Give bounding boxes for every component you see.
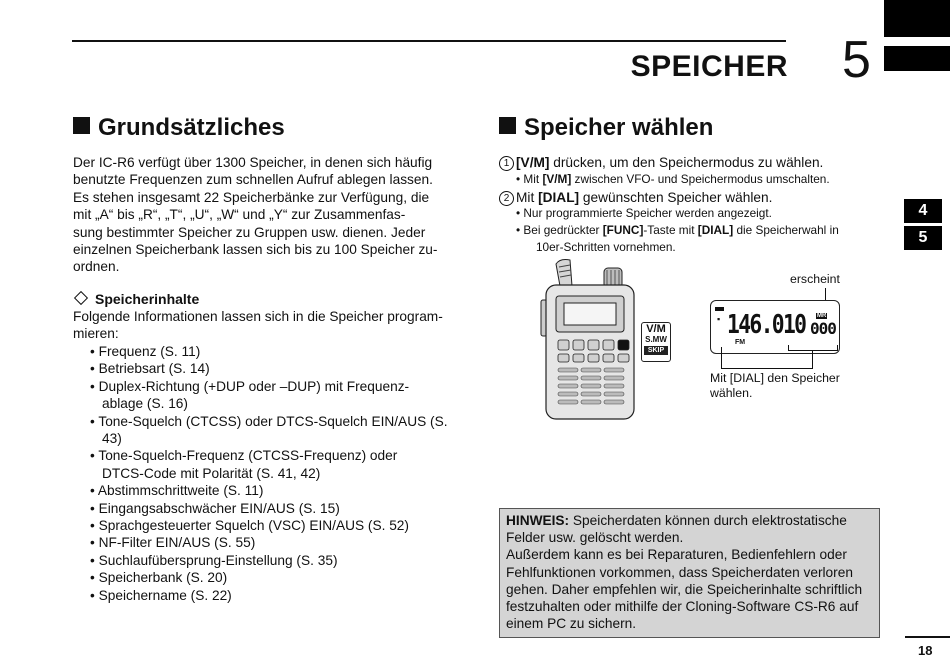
list-item: • NF-Filter EIN/AUS (S. 55) bbox=[90, 535, 256, 551]
key-label: [FUNC] bbox=[602, 223, 644, 237]
text-line: Folgende Informationen lassen sich in die Speicher program- bbox=[73, 309, 443, 324]
caption-line: wählen. bbox=[710, 386, 753, 400]
note-text: -Taste mit bbox=[643, 223, 698, 237]
key-label: [V/M] bbox=[542, 172, 572, 186]
footer-rule bbox=[905, 636, 950, 638]
chapter-number: 5 bbox=[842, 31, 871, 89]
channel-bracket bbox=[788, 345, 838, 351]
step-text: Mit bbox=[516, 190, 539, 205]
hint-line: einem PC zu sichern. bbox=[506, 616, 637, 632]
side-tab-4[interactable]: 4 bbox=[904, 199, 942, 223]
step-text: gewünschten Speicher wählen. bbox=[579, 190, 773, 205]
hint-line: Fehlfunktionen vorkommen, dass Speicherdaten verloren bbox=[506, 564, 853, 580]
leader-line bbox=[721, 347, 722, 369]
list-item: • Eingangsabschwächer EIN/AUS (S. 15) bbox=[90, 500, 340, 516]
list-item: • Betriebsart (S. 14) bbox=[90, 361, 210, 377]
section-heading-select-memory bbox=[499, 114, 713, 142]
lcd-frequency: 146.010 bbox=[727, 310, 806, 340]
hint-line: gehen. Daher empfehlen wir, die Speicherinhalte schriftlich bbox=[506, 581, 863, 597]
square-bullet-icon bbox=[499, 117, 516, 134]
leader-line bbox=[721, 368, 813, 369]
lcd-small-digit: ▪ bbox=[717, 314, 721, 324]
key-label: [DIAL] bbox=[697, 223, 734, 237]
lcd-mode: FM bbox=[735, 339, 746, 346]
radio-illustration bbox=[538, 258, 642, 422]
figure-caption bbox=[710, 371, 840, 401]
section-heading-text: Grundsätzliches bbox=[98, 114, 285, 141]
list-item: • Abstimmschrittweite (S. 11) bbox=[90, 483, 264, 499]
chapter-tab-block bbox=[884, 0, 950, 37]
subsection-intro bbox=[73, 308, 457, 343]
text-line: mieren: bbox=[73, 326, 119, 342]
key-label-skip: SKIP bbox=[644, 346, 668, 355]
subsection-heading-text: Speicherinhalte bbox=[95, 291, 200, 307]
hint-line: festzuhalten oder mithilfe der Cloning-Software CS-R6 auf bbox=[506, 599, 859, 615]
antenna-icon bbox=[556, 260, 572, 287]
step-2-note-1: • Nur programmierte Speicher werden angezeigt. bbox=[516, 206, 772, 220]
list-item: • Speicherbank (S. 20) bbox=[90, 570, 228, 586]
hint-line: Felder usw. gelöscht werden. bbox=[506, 530, 684, 546]
step-1-note bbox=[502, 171, 911, 188]
hint-label: HINWEIS: bbox=[506, 513, 570, 528]
intro-paragraph bbox=[73, 154, 457, 276]
text-line: einzelnen Speicherbank lassen sich bis zu 100 Speicher zu- bbox=[73, 242, 438, 258]
text-line: Es stehen insgesamt 22 Speicherbänke zur Verfügung, die bbox=[73, 189, 430, 205]
appears-label: erscheint bbox=[790, 272, 840, 286]
text-line: benutzte Frequenzen zum schnellen Aufruf ablegen lassen. bbox=[73, 172, 433, 188]
note-text: Mit bbox=[523, 172, 543, 186]
note-text: zwischen VFO- und Speichermodus umschalten. bbox=[571, 172, 830, 186]
step-1 bbox=[499, 154, 884, 171]
hint-line: Außerdem kann es bei Reparaturen, Bedienfehlern oder bbox=[506, 547, 847, 563]
key-label-smw: S.MW bbox=[645, 335, 667, 344]
hint-box bbox=[499, 508, 880, 638]
lcd-mr-indicator: MR bbox=[817, 313, 827, 319]
step-number: 1 bbox=[499, 156, 514, 171]
header-rule bbox=[72, 40, 786, 42]
caption-line: Mit [DIAL] den Speicher bbox=[710, 371, 840, 385]
step-text: drücken, um den Speichermodus zu wählen. bbox=[549, 155, 824, 170]
text-line: mit „A“ bis „R“, „T“, „U“, „W“ und „Y“ zur Zusammenfas- bbox=[73, 207, 406, 223]
subsection-heading bbox=[73, 291, 199, 307]
page-number: 18 bbox=[918, 643, 933, 658]
chapter-title: SPEICHER bbox=[630, 50, 788, 83]
lcd-channel: 000 bbox=[810, 319, 836, 338]
section-heading-text: Speicher wählen bbox=[524, 114, 714, 141]
text-line: sung bestimmter Speicher zu Gruppen usw. dienen. Jeder bbox=[73, 224, 426, 240]
step-2 bbox=[499, 189, 884, 206]
note-bullet: • bbox=[516, 172, 521, 186]
text-line: ordnen. bbox=[73, 259, 120, 275]
list-item: • Sprachgesteuerter Squelch (VSC) EIN/AUS (S. 52) bbox=[90, 518, 409, 534]
list-item: • Suchlaufübersprung-Einstellung (S. 35) bbox=[90, 552, 338, 568]
list-item: • Tone-Squelch (CTCSS) oder DTCS-Squelch EIN/AUS (S. 43) bbox=[90, 413, 448, 447]
section-heading-basics bbox=[73, 114, 285, 142]
chapter-tab-block bbox=[884, 46, 950, 71]
text-line: Der IC-R6 verfügt über 1300 Speicher, in denen sich häufig bbox=[73, 155, 433, 170]
lcd-indicator-icon bbox=[715, 307, 724, 311]
key-label: [V/M] bbox=[516, 155, 550, 170]
side-tab-5[interactable]: 5 bbox=[904, 226, 942, 250]
list-item: • Frequenz (S. 11) bbox=[90, 344, 201, 359]
square-bullet-icon bbox=[73, 117, 90, 134]
note-text: die Speicherwahl in bbox=[733, 223, 839, 237]
hint-line bbox=[506, 512, 873, 529]
list-item: • Duplex-Richtung (+DUP oder –DUP) mit Frequenz- ablage (S. 16) bbox=[90, 378, 410, 412]
key-label-box bbox=[641, 322, 671, 362]
note-text: • Bei gedrückter bbox=[516, 223, 603, 237]
step-2-note-2 bbox=[502, 222, 911, 239]
list-item: • Speichername (S. 22) bbox=[90, 587, 232, 603]
memory-contents-list bbox=[90, 343, 450, 604]
radio-display bbox=[564, 303, 616, 325]
leader-line bbox=[812, 350, 813, 369]
hint-text: Speicherdaten können durch elektrostatische bbox=[569, 513, 847, 528]
key-label: [DIAL] bbox=[538, 190, 580, 205]
diamond-icon bbox=[74, 291, 88, 305]
step-2-note-2-continued: 10er-Schritten vornehmen. bbox=[536, 240, 676, 254]
key-label-vm: V/M bbox=[646, 323, 666, 335]
step-number: 2 bbox=[499, 191, 514, 206]
list-item: • Tone-Squelch-Frequenz (CTCSS-Frequenz) oder DTCS-Code mit Polarität (S. 41, 42) bbox=[90, 448, 398, 481]
